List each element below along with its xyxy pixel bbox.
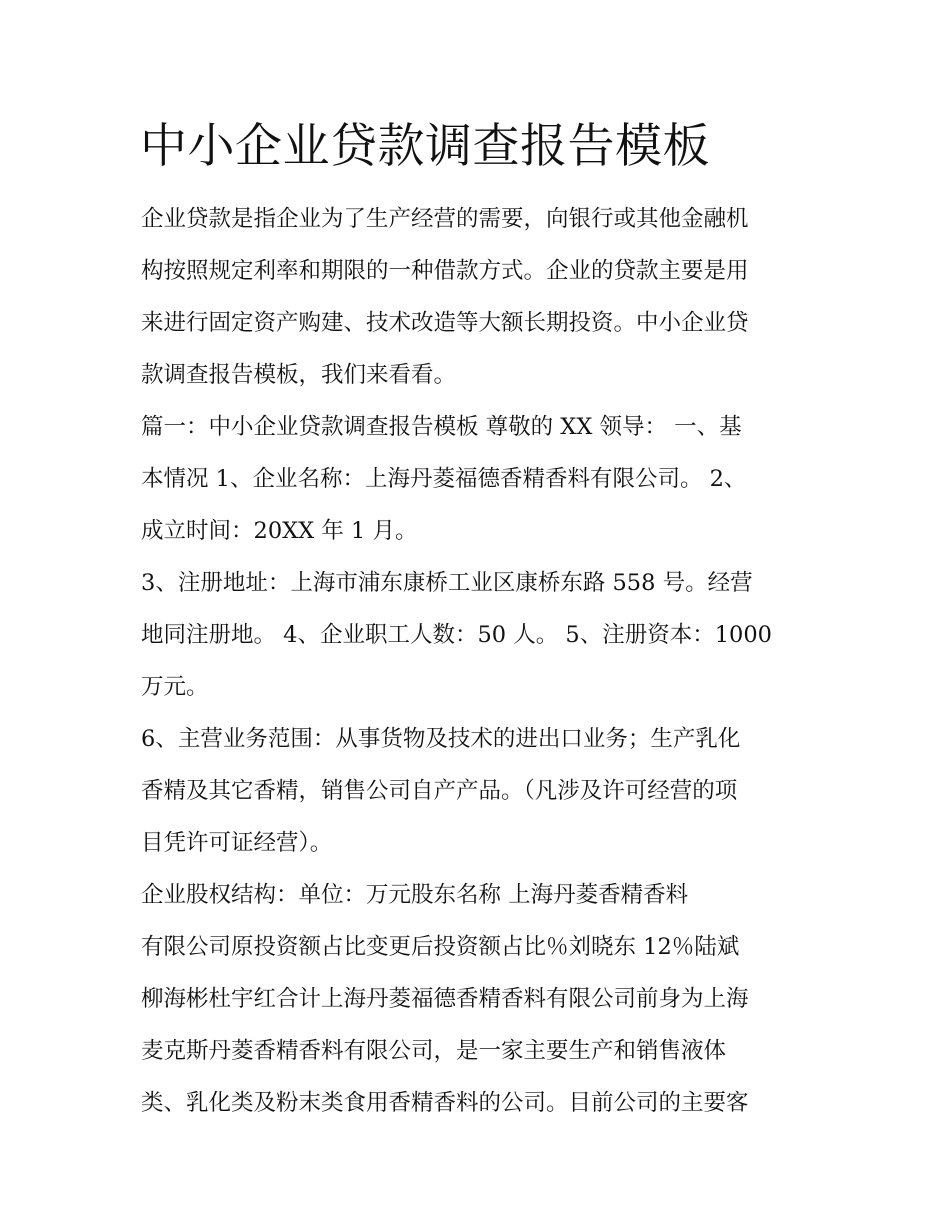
text-line: 目凭许可证经营）。 xyxy=(141,830,333,856)
text-line: 万元。 xyxy=(141,674,209,700)
text-line: 构按照规定利率和期限的一种借款方式。企业的贷款主要是用 xyxy=(141,258,749,284)
paragraph-equity-structure xyxy=(141,869,813,1129)
text-line: 有限公司原投资额占比变更后投资额占比％刘晓东 12％陆斌 xyxy=(141,934,740,960)
paragraph-intro xyxy=(141,193,813,401)
text-line: 地同注册地。 4、企业职工人数：50 人。 5、注册资本：1000 xyxy=(141,622,772,648)
text-line: 本情况 1、企业名称：上海丹菱福德香精香料有限公司。 2、 xyxy=(141,466,747,492)
text-line: 企业贷款是指企业为了生产经营的需要，向银行或其他金融机 xyxy=(141,206,749,232)
document-title: 中小企业贷款调查报告模板 xyxy=(140,119,710,174)
text-line: 香精及其它香精，销售公司自产产品。（凡涉及许可经营的项 xyxy=(141,778,738,804)
text-line: 篇一：中小企业贷款调查报告模板 尊敬的 XX 领导： 一、基 xyxy=(141,414,742,440)
text-line: 成立时间：20XX 年 1 月。 xyxy=(141,518,418,544)
paragraph-registration xyxy=(141,557,813,713)
text-line: 6、主营业务范围：从事货物及技术的进出口业务；生产乳化 xyxy=(141,726,741,752)
text-line: 企业股权结构：单位：万元股东名称 上海丹菱香精香料 xyxy=(141,882,689,908)
text-line: 类、乳化类及粉末类食用香精香料的公司。目前公司的主要客 xyxy=(141,1090,749,1116)
text-line: 3、注册地址：上海市浦东康桥工业区康桥东路 558 号。经营 xyxy=(141,570,753,596)
paragraph-business-scope xyxy=(141,713,813,869)
text-line: 麦克斯丹菱香精香料有限公司，是一家主要生产和销售液体 xyxy=(141,1038,727,1064)
document-body xyxy=(141,193,813,1129)
paragraph-basic-info xyxy=(141,401,813,557)
text-line: 款调查报告模板，我们来看看。 xyxy=(141,362,457,388)
text-line: 来进行固定资产购建、技术改造等大额长期投资。中小企业贷 xyxy=(141,310,749,336)
text-line: 柳海彬杜宇红合计上海丹菱福德香精香料有限公司前身为上海 xyxy=(141,986,749,1012)
